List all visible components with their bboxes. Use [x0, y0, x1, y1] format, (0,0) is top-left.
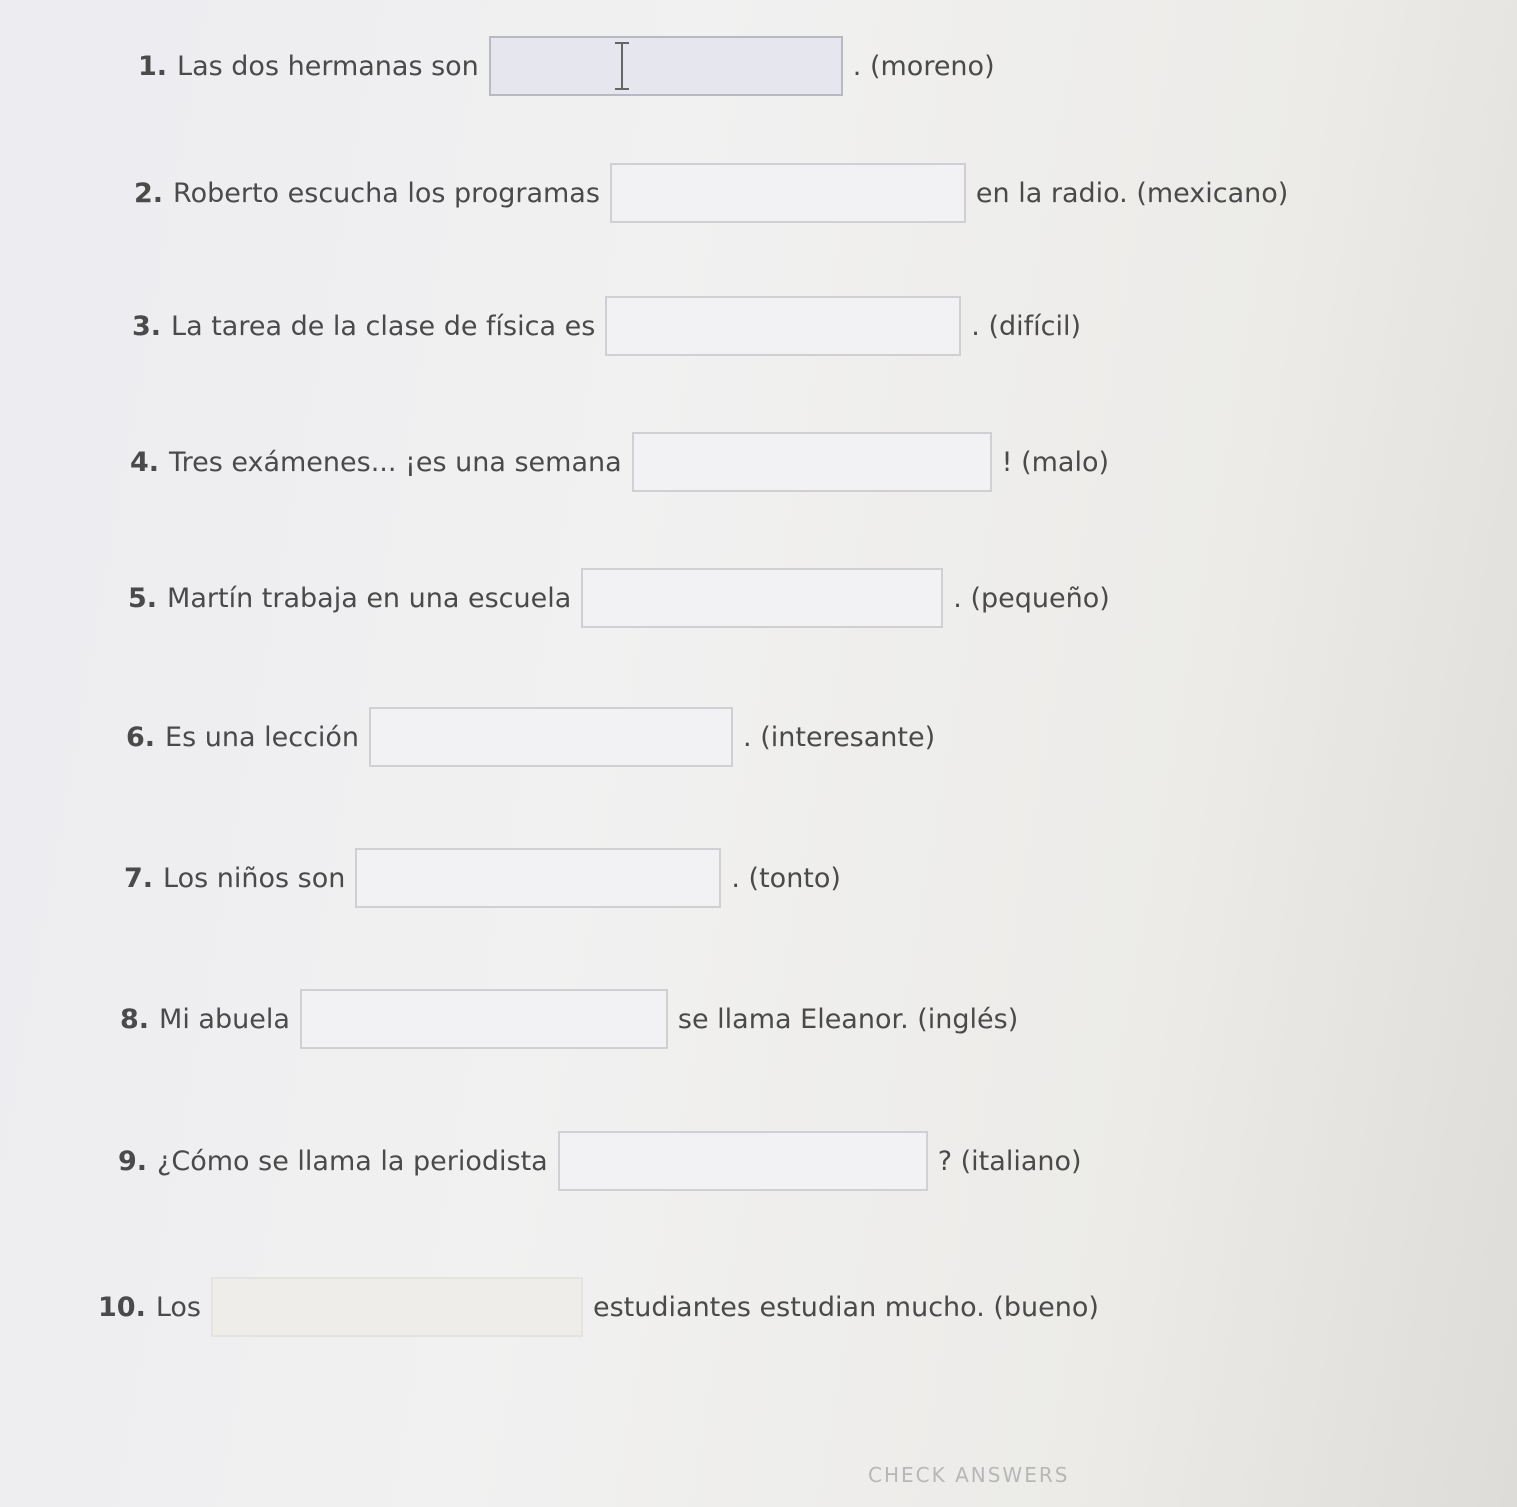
question-7	[124, 848, 841, 908]
question-1	[138, 36, 995, 96]
answer-input-6[interactable]	[369, 707, 733, 767]
question-hint: . (tonto)	[731, 862, 841, 894]
question-number: 4.	[130, 446, 160, 478]
answer-input-2[interactable]	[610, 163, 966, 223]
question-number: 10.	[98, 1291, 146, 1323]
question-prompt: Las dos hermanas son	[177, 50, 479, 82]
question-4	[130, 432, 1109, 492]
question-hint: . (interesante)	[743, 721, 936, 753]
question-prompt: Tres exámenes... ¡es una semana	[169, 446, 622, 478]
question-8	[120, 989, 1018, 1049]
question-6	[126, 707, 935, 767]
question-hint: estudiantes estudian mucho. (bueno)	[593, 1291, 1099, 1323]
question-prompt: Los	[155, 1291, 201, 1323]
answer-input-5[interactable]	[581, 568, 943, 628]
question-hint: ! (malo)	[1001, 446, 1109, 478]
answer-input-7[interactable]	[355, 848, 721, 908]
question-prompt: La tarea de la clase de física es	[171, 310, 596, 342]
question-prompt: Roberto escucha los programas	[173, 177, 600, 209]
answer-input-3[interactable]	[605, 296, 961, 356]
check-answers-button[interactable]: CHECK ANSWERS	[868, 1463, 1070, 1487]
question-prompt: Mi abuela	[159, 1003, 290, 1035]
question-hint: ? (italiano)	[937, 1145, 1082, 1177]
question-prompt: Los niños son	[163, 862, 346, 894]
question-number: 2.	[134, 177, 164, 209]
question-hint: . (moreno)	[852, 50, 995, 82]
question-3	[132, 296, 1081, 356]
answer-input-8[interactable]	[300, 989, 668, 1049]
answer-input-9[interactable]	[558, 1131, 928, 1191]
question-2	[134, 163, 1288, 223]
question-number: 3.	[132, 310, 162, 342]
text-cursor-icon	[615, 42, 629, 90]
question-9	[118, 1131, 1082, 1191]
question-number: 9.	[118, 1145, 148, 1177]
question-hint: . (pequeño)	[953, 582, 1110, 614]
question-number: 5.	[128, 582, 158, 614]
question-prompt: ¿Cómo se llama la periodista	[157, 1145, 548, 1177]
question-number: 6.	[126, 721, 156, 753]
question-prompt: Es una lección	[165, 721, 360, 753]
question-10	[98, 1277, 1099, 1337]
question-5	[128, 568, 1110, 628]
question-prompt: Martín trabaja en una escuela	[167, 582, 572, 614]
question-number: 1.	[138, 50, 168, 82]
question-hint: se llama Eleanor. (inglés)	[677, 1003, 1019, 1035]
question-number: 7.	[124, 862, 154, 894]
answer-input-4[interactable]	[632, 432, 992, 492]
question-hint: . (difícil)	[971, 310, 1082, 342]
answer-input-10[interactable]	[211, 1277, 583, 1337]
question-number: 8.	[120, 1003, 150, 1035]
question-hint: en la radio. (mexicano)	[975, 177, 1289, 209]
answer-input-1[interactable]	[489, 36, 843, 96]
